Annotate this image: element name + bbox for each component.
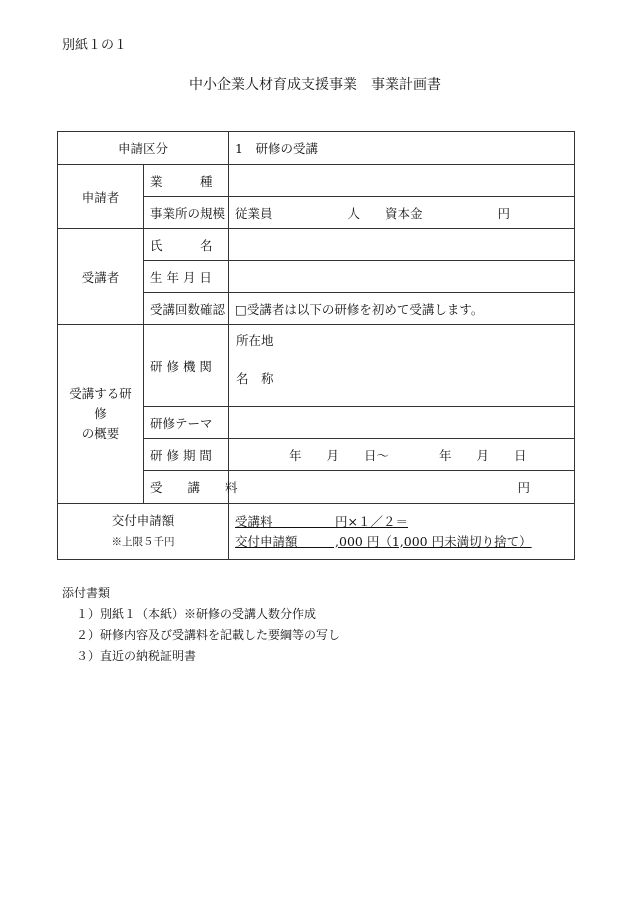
- attachments-section: [62, 583, 340, 667]
- business-scale-field[interactable]: 従業員 人 資本金 円: [229, 197, 575, 229]
- birth-date-field[interactable]: [229, 261, 575, 293]
- document-label: 別紙１の１: [62, 38, 128, 53]
- trainee-name-label: 氏 名: [144, 229, 229, 261]
- attendance-count-label: 受講回数確認: [144, 293, 229, 325]
- application-type-value: 1 研修の受講: [229, 132, 575, 165]
- institution-location-label: 所在地: [236, 333, 274, 348]
- grant-amount-label-cell: [58, 504, 229, 560]
- first-time-checkbox[interactable]: □受講者は以下の研修を初めて受講します。: [229, 293, 575, 325]
- grant-fee-calculation: 受講料 円×１／２＝: [235, 513, 408, 529]
- business-scale-label: 事業所の規模: [144, 197, 229, 229]
- attachments-heading: 添付書類: [62, 586, 111, 600]
- training-fee-field[interactable]: 円: [229, 471, 575, 504]
- training-overview-label: [58, 325, 144, 504]
- attachment-item: １）別紙１（本紙）※研修の受講人数分作成: [76, 607, 317, 621]
- grant-limit-note: ※上限５千円: [111, 536, 175, 548]
- applicant-label: 申請者: [58, 165, 144, 229]
- grant-amount-calculation: 交付申請額 ,000 円（1,000 円未満切り捨て）: [235, 533, 532, 549]
- application-form-table: [57, 131, 575, 560]
- training-period-field[interactable]: 年 月 日～ 年 月 日: [229, 439, 575, 471]
- document-title: 中小企業人材育成支援事業 事業計画書: [189, 77, 441, 93]
- training-theme-field[interactable]: [229, 407, 575, 439]
- attachment-item: ３）直近の納税証明書: [76, 649, 197, 663]
- training-institution-label: 研 修 機 関: [144, 325, 229, 407]
- industry-label: 業 種: [144, 165, 229, 197]
- industry-field[interactable]: [229, 165, 575, 197]
- trainee-label: 受講者: [58, 229, 144, 325]
- application-type-label: 申請区分: [58, 132, 229, 165]
- grant-calculation-field[interactable]: [229, 504, 575, 560]
- birth-date-label: 生 年 月 日: [144, 261, 229, 293]
- training-fee-label: 受 講 料: [144, 471, 229, 504]
- training-period-label: 研 修 期 間: [144, 439, 229, 471]
- training-theme-label: 研修テーマ: [144, 407, 229, 439]
- attachment-item: ２）研修内容及び受講料を記載した要綱等の写し: [76, 628, 341, 642]
- trainee-name-field[interactable]: [229, 229, 575, 261]
- training-overview-label-line1: 受講する研修: [69, 386, 132, 421]
- institution-name-label: 名 称: [236, 371, 274, 386]
- grant-amount-label: 交付申請額: [111, 513, 175, 528]
- training-institution-field[interactable]: [229, 325, 575, 407]
- training-overview-label-line2: の概要: [81, 426, 120, 441]
